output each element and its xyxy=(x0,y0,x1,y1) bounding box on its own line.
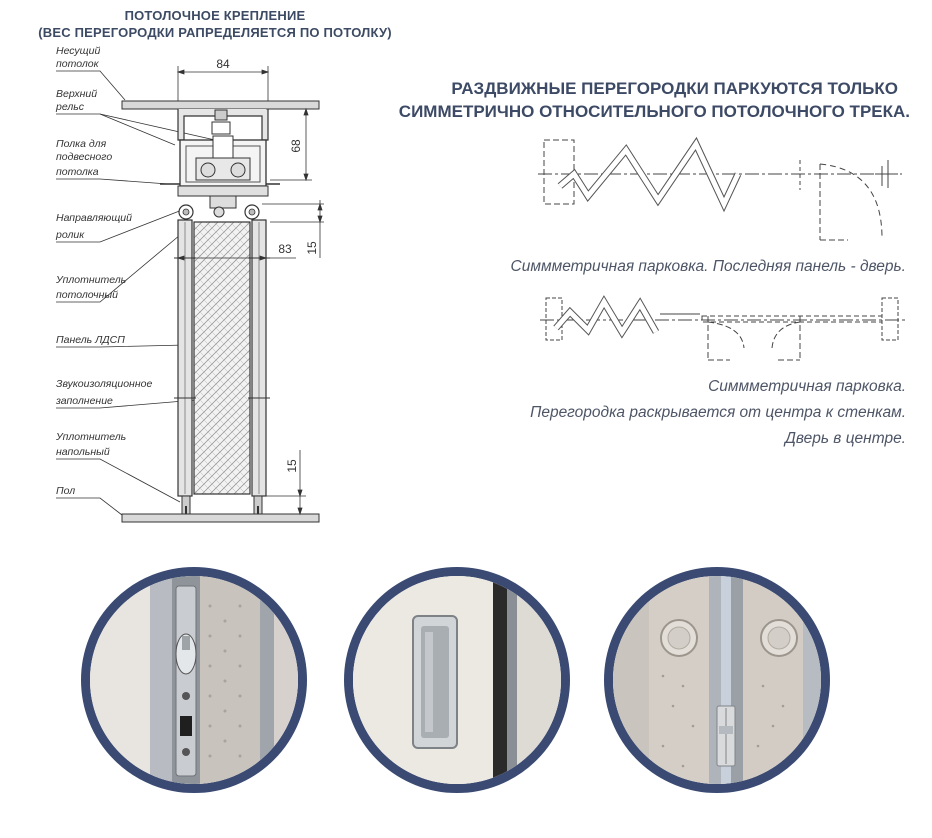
label-shelf-3: потолка xyxy=(56,166,99,178)
photo-knob-hinge-detail xyxy=(604,567,830,793)
label-sound-1: Звукоизоляционное xyxy=(56,378,153,390)
caption-parking-2-line3: Дверь в центре. xyxy=(784,430,906,447)
left-title-line2: (ВЕС ПЕРЕГОРОДКИ РАПРЕДЕЛЯЕТСЯ ПО ПОТОЛКУ) xyxy=(38,25,392,40)
label-seal-floor-2: напольный xyxy=(56,446,110,458)
label-seal-top-2: потолочный xyxy=(56,289,118,301)
dim-83: 83 xyxy=(278,242,292,256)
photo-recessed-handle-detail xyxy=(344,567,570,793)
label-roller-1: Направляющий xyxy=(56,212,132,224)
cross-section-drawing xyxy=(0,0,430,540)
dim-84: 84 xyxy=(216,57,230,71)
caption-parking-1: Симмметричная парковка. Последняя панель - дверь. xyxy=(510,258,906,275)
label-ceiling-1: Несущий xyxy=(56,45,101,57)
label-ceiling-2: потолок xyxy=(56,58,99,70)
label-rail-1: Верхний xyxy=(56,88,98,100)
label-floor: Пол xyxy=(56,485,76,497)
caption-parking-2-line1: Симмметричная парковка. xyxy=(708,378,906,395)
label-seal-floor-1: Уплотнитель xyxy=(56,431,127,443)
label-shelf-1: Полка для xyxy=(56,138,107,150)
dim-15-top: 15 xyxy=(305,241,319,255)
right-heading-line1: РАЗДВИЖНЫЕ ПЕРЕГОРОДКИ ПАРКУЮТСЯ ТОЛЬКО xyxy=(451,79,898,98)
right-heading-line2: СИММЕТРИЧНО ОТНОСИТЕЛЬНОГО ПОТОЛОЧНОГО ТРЕКА. xyxy=(398,102,910,121)
parking-scheme-door-last xyxy=(530,130,910,250)
label-roller-2: ролик xyxy=(56,229,85,241)
dim-68: 68 xyxy=(289,139,303,153)
left-title-line1: ПОТОЛОЧНОЕ КРЕПЛЕНИЕ xyxy=(124,8,306,23)
label-panel: Панель ЛДСП xyxy=(56,334,125,346)
label-sound-2: заполнение xyxy=(56,395,113,407)
label-shelf-2: подвесного xyxy=(56,151,113,163)
dim-15-bottom: 15 xyxy=(285,459,299,473)
photo-lock-detail xyxy=(81,567,307,793)
caption-parking-2-line2: Перегородка раскрывается от центра к стенкам. xyxy=(530,404,906,421)
parking-scheme-door-center xyxy=(530,288,910,368)
label-rail-2: рельс xyxy=(56,101,85,113)
label-seal-top-1: Уплотнитель xyxy=(56,274,127,286)
